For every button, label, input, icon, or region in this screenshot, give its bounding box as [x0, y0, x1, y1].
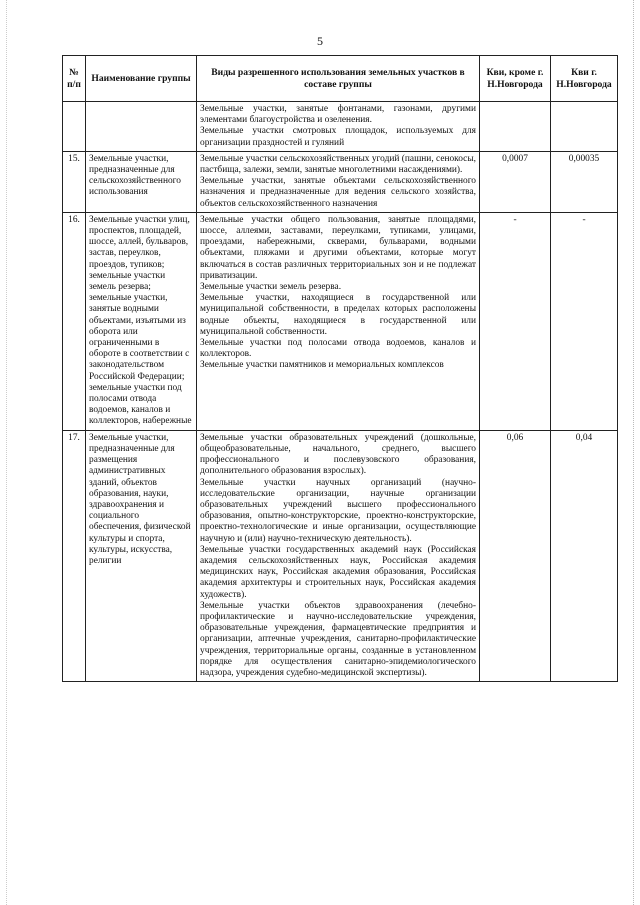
table-row	[63, 430, 618, 681]
row-number: 17.	[63, 430, 86, 681]
table-header-row	[63, 56, 618, 102]
use-kind-paragraph: Земельные участки земель резерва.	[200, 282, 342, 293]
group-name: Земельные участки улиц, проспектов, площадей, шоссе, аллей, бульваров, застав, переулков, проездов, тупиков; земельные участки земель резерва; земельные участки, занятые водными объектами, изъятыми из оборота или ограниченными в обороте в соответствии с законодательством Российской Федерации; земельные участки под полосами отвода водоемов, каналов и коллекторов, набережные	[86, 212, 197, 430]
land-use-table	[62, 55, 618, 682]
use-kind-paragraph: Земельные участки смотровых площадок, используемых для организации праздностей и гуляний	[200, 126, 476, 148]
header-group-name: Наименование группы	[86, 56, 197, 102]
use-kind-paragraph: Земельные участки, занятые фонтанами, газонами, другими элементами благоустройства и озеленения.	[200, 104, 476, 126]
kvi-excl-nn-value	[480, 102, 551, 152]
header-kvi-nn: Кви г. Н.Новгорода	[551, 56, 618, 102]
use-kind-paragraph: Земельные участки, занятые объектами сельскохозяйственного назначения и предназначенные для ведения сельского хозяйства, объектов сельскохозяйственного назначения	[200, 176, 476, 209]
scan-edge-right	[633, 0, 634, 905]
row-number: 15.	[63, 151, 86, 212]
kvi-excl-nn-value: 0,06	[480, 430, 551, 681]
group-name	[86, 102, 197, 152]
use-kind-paragraph: Земельные участки общего пользования, занятые площадями, шоссе, аллеями, заставами, переулками, тупиками, улицами, проездами, набережными, скверами, бульварами, водными объектами, пляжами и другими объектами, которые могут включаться в состав различных территориальных зон и не подлежат приватизации.	[200, 214, 476, 281]
use-kind-paragraph: Земельные участки объектов здравоохранения (лечебно-профилактические и научно-исследовательские учреждения, образовательные учреждения, фармацевтические предприятия и организации, аптечные учреждения, санитарно-профилактические учреждения, территориальные органы, созданные в установленном порядке для осуществления санитарно-эпидемиологического надзора, учреждения судебно-медицинской экспертизы).	[200, 600, 476, 678]
kvi-excl-nn-value: -	[480, 212, 551, 430]
use-kind-paragraph: Земельные участки, находящиеся в государственной или муниципальной собственности, в пределах которых расположены водные объекты, находящиеся в государственной или муниципальной собственности.	[200, 293, 476, 337]
use-kinds-cell	[197, 430, 480, 681]
row-number: 16.	[63, 212, 86, 430]
group-name: Земельные участки, предназначенные для сельскохозяйственного использования	[86, 151, 197, 212]
use-kinds-cell	[197, 102, 480, 152]
use-kind-paragraph: Земельные участки памятников и мемориальных комплексов	[200, 360, 444, 371]
use-kind-paragraph: Земельные участки научных организаций (научно-исследовательские организации, научные организации образовательных учреждений высшего профессионального образования, опытно-конструкторские, проектно-конструкторские, проектно-технологические и иные организации, осуществляющие научную и (или) научно-техническую деятельность).	[200, 477, 476, 544]
use-kinds-cell	[197, 212, 480, 430]
use-kind-paragraph: Земельные участки государственных академий наук (Российская академия сельскохозяйственных наук, Российская академия медицинских наук, Российская академия образования, Российская академия архитектуры и строительных наук, Российская академия художеств).	[200, 544, 476, 600]
page-number: 5	[317, 34, 323, 48]
row-number	[63, 102, 86, 152]
kvi-nn-value: -	[551, 212, 618, 430]
header-use-kinds: Виды разрешенного использования земельных участков в составе группы	[197, 56, 480, 102]
header-kvi-excl-nn: Кви, кроме г. Н.Новгорода	[480, 56, 551, 102]
header-num: № п/п	[63, 56, 86, 102]
use-kind-paragraph: Земельные участки образовательных учреждений (дошкольные, общеобразовательные, начального, среднего, высшего профессионального и послевузовского образования, дополнительного образования взрослых).	[200, 432, 476, 477]
group-name: Земельные участки, предназначенные для размещения административных зданий, объектов образования, науки, здравоохранения и социального обеспечения, физической культуры и спорта, культуры, искусства, религии	[86, 430, 197, 681]
table-row	[63, 102, 618, 152]
table-row	[63, 151, 618, 212]
scan-edge-left	[6, 0, 7, 905]
use-kind-paragraph: Земельные участки под полосами отвода водоемов, каналов и коллекторов.	[200, 338, 476, 360]
table-row	[63, 212, 618, 430]
use-kinds-cell	[197, 151, 480, 212]
use-kind-paragraph: Земельные участки сельскохозяйственных угодий (пашни, сенокосы, пастбища, залежи, земли, занятые многолетними насаждениями).	[200, 153, 476, 176]
kvi-excl-nn-value: 0,0007	[480, 151, 551, 212]
kvi-nn-value: 0,04	[551, 430, 618, 681]
kvi-nn-value: 0,00035	[551, 151, 618, 212]
kvi-nn-value	[551, 102, 618, 152]
